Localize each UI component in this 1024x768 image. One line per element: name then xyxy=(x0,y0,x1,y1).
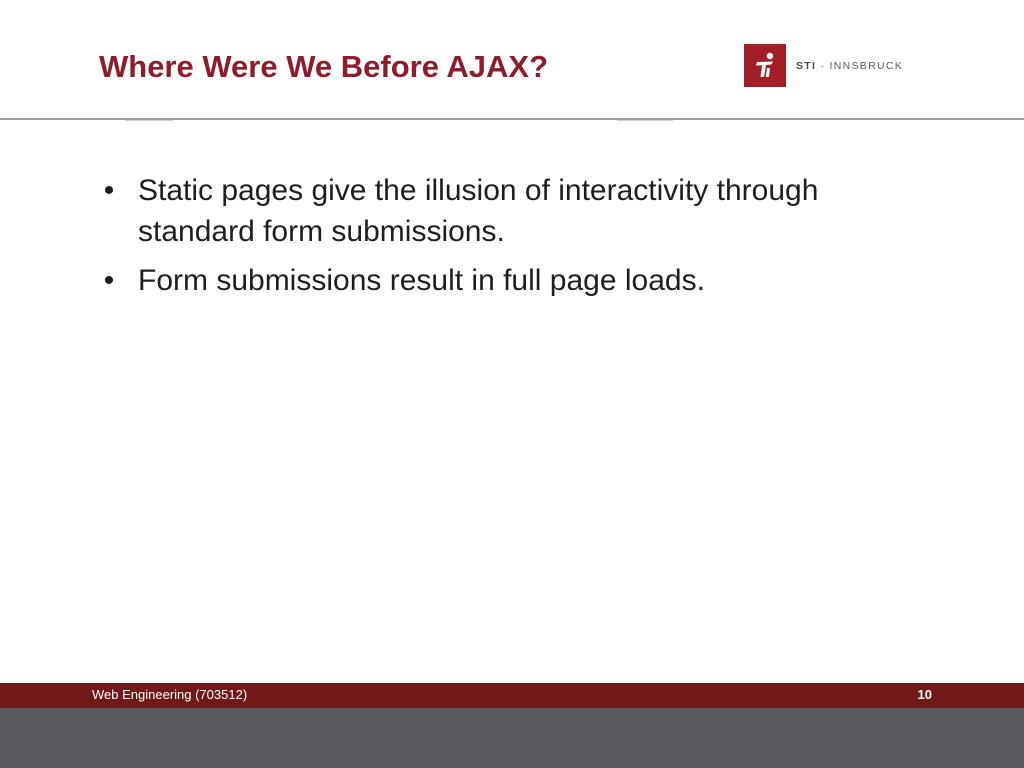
bullet-text: Static pages give the illusion of interactivity through standard form submissions. xyxy=(138,174,819,248)
bullet-icon: • xyxy=(103,174,115,207)
sti-logo-icon xyxy=(744,44,786,87)
footer-course-label: Web Engineering (703512) xyxy=(92,687,248,702)
bullet-item xyxy=(99,170,939,252)
header-divider-accent xyxy=(125,120,173,121)
bullet-item xyxy=(99,260,939,301)
header-divider-accent xyxy=(617,120,673,121)
bullet-text: Form submissions result in full page loads. xyxy=(138,264,705,297)
slide-body xyxy=(99,170,939,309)
bullet-icon: • xyxy=(103,264,115,297)
footer-bar xyxy=(0,683,1024,708)
bottom-band xyxy=(0,708,1024,768)
slide-title: Where Were We Before AJAX? xyxy=(99,49,549,84)
page-number: 10 xyxy=(917,687,932,702)
logo-brand: STI xyxy=(796,59,817,72)
logo-location: INNSBRUCK xyxy=(829,59,904,72)
logo-separator: · xyxy=(820,59,826,72)
sti-innsbruck-logo xyxy=(744,44,903,87)
logo-wordmark xyxy=(796,60,903,72)
bullet-list xyxy=(99,170,939,301)
